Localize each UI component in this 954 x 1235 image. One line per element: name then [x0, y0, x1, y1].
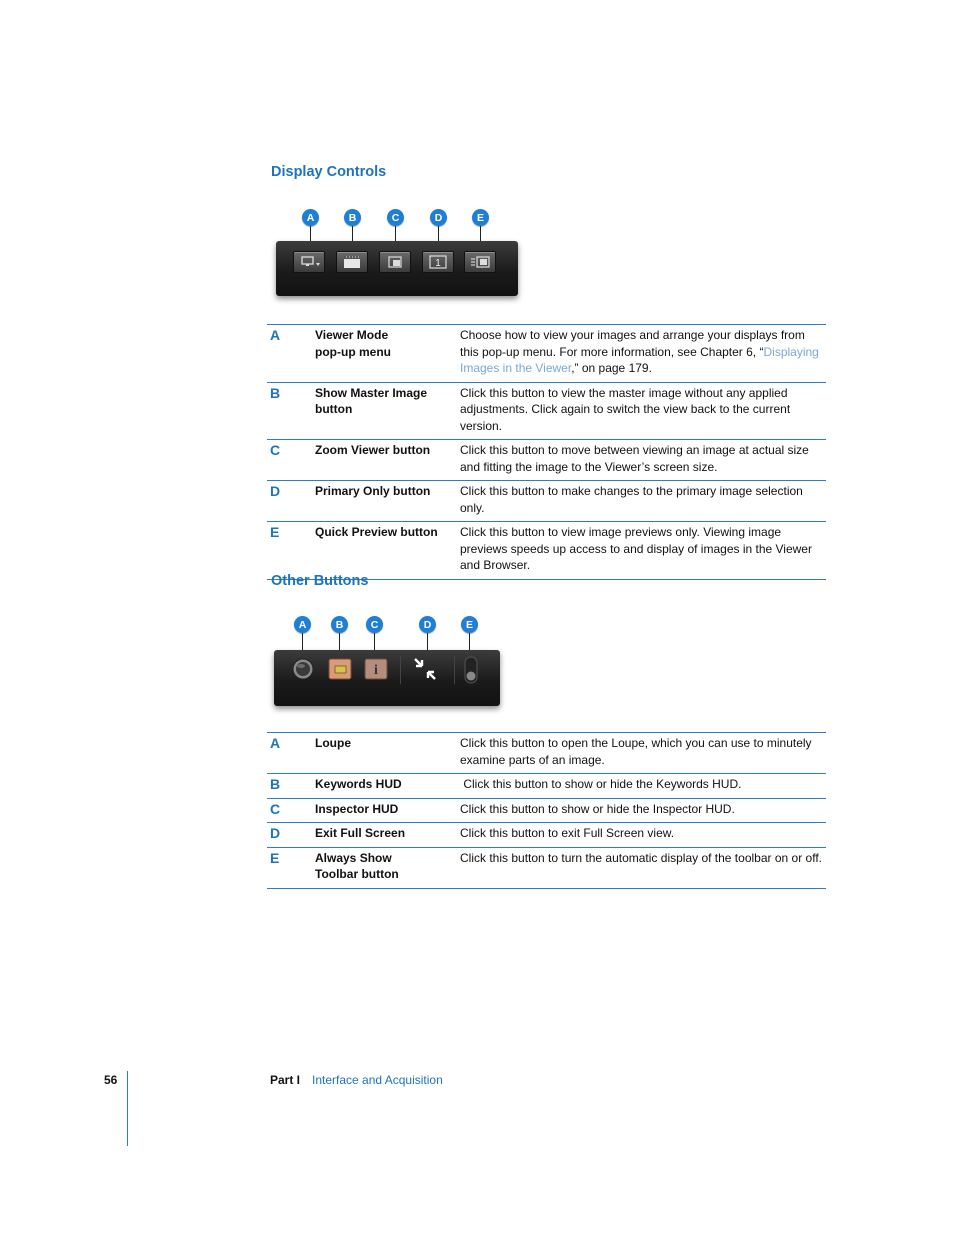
- quick-preview-icon: [465, 252, 495, 272]
- table-row: [267, 522, 826, 580]
- separator: [400, 656, 401, 684]
- inspector-hud-icon: [364, 658, 388, 680]
- footer-chapter-link[interactable]: Interface and Acquisition: [312, 1073, 443, 1087]
- description-text: Choose how to view your images and arrange your displays from this pop-up menu. For more information, see Chapter 6, “: [460, 328, 805, 359]
- zoom-viewer-button[interactable]: [379, 251, 411, 273]
- callout-c: C: [366, 616, 383, 633]
- callout-d: D: [419, 616, 436, 633]
- keywords-hud-icon: [328, 658, 352, 680]
- description-text: ,” on page 179.: [571, 361, 652, 375]
- callout-e: E: [461, 616, 478, 633]
- table-row: [267, 823, 826, 848]
- row-key: C: [270, 442, 281, 458]
- show-master-image-icon: [337, 252, 367, 272]
- display-controls-figure: [268, 205, 528, 305]
- row-description: Click this button to show or hide the Inspector HUD.: [460, 801, 735, 816]
- table-row: [267, 847, 826, 888]
- row-name: Zoom Viewer button: [315, 443, 431, 457]
- primary-only-glyph: 1: [435, 258, 441, 269]
- page-number: 56: [104, 1073, 118, 1087]
- row-key: C: [270, 800, 281, 817]
- row-key: A: [270, 327, 281, 343]
- row-name: Always Show Toolbar button: [315, 850, 399, 881]
- footer-divider: [127, 1071, 128, 1146]
- table-row: [267, 325, 826, 383]
- display-controls-table: [267, 324, 826, 580]
- primary-only-icon: [423, 252, 453, 272]
- row-key: E: [270, 524, 280, 540]
- row-name: Keywords HUD: [315, 777, 402, 791]
- other-buttons-title: Other Buttons: [271, 573, 369, 589]
- table-row: [267, 382, 826, 440]
- row-name: Exit Full Screen: [315, 826, 406, 840]
- row-key: E: [270, 849, 280, 866]
- always-show-toolbar-button[interactable]: [464, 656, 478, 684]
- row-name: Loupe: [315, 736, 351, 750]
- inspector-hud-button[interactable]: [364, 658, 388, 680]
- row-description: Click this button to move between viewing an image at actual size and fitting the image to the Viewer’s screen size.: [460, 443, 809, 474]
- display-controls-toolbar: [276, 241, 518, 296]
- footer-part: Part I: [270, 1073, 301, 1087]
- callout-e: E: [472, 209, 489, 226]
- table-row: [267, 774, 826, 799]
- row-description: Click this button to turn the automatic display of the toolbar on or off.: [460, 850, 822, 865]
- callout-b: B: [331, 616, 348, 633]
- quick-preview-button[interactable]: [464, 251, 496, 273]
- separator: [454, 656, 455, 684]
- row-description: Click this button to view image previews only. Viewing image previews speeds up access to and display of images in the Viewer and Browser.: [460, 525, 812, 572]
- row-key: B: [270, 384, 281, 401]
- row-description: Click this button to exit Full Screen view.: [460, 826, 675, 840]
- table-row: [267, 440, 826, 481]
- row-description: Click this button to view the master image without any applied adjustments. Click again to switch the view back to the current version.: [460, 385, 791, 433]
- other-buttons-figure: [268, 613, 508, 713]
- row-key: B: [270, 776, 281, 792]
- callout-d: D: [430, 209, 447, 226]
- cross-reference-link[interactable]: Displaying Images in the Viewer: [460, 344, 819, 375]
- loupe-button[interactable]: [292, 658, 314, 680]
- always-show-toolbar-icon: [464, 656, 478, 684]
- row-key: D: [270, 483, 281, 499]
- loupe-icon: [292, 658, 314, 680]
- viewer-mode-icon: [294, 252, 324, 272]
- other-buttons-table: [267, 732, 826, 889]
- primary-only-button[interactable]: [422, 251, 454, 273]
- row-description: Click this button to make changes to the primary image selection only.: [460, 484, 803, 515]
- row-name: Inspector HUD: [315, 801, 399, 816]
- row-key: D: [270, 825, 281, 841]
- callout-c: C: [387, 209, 404, 226]
- row-name: Show Master Image button: [315, 385, 428, 416]
- row-name: Viewer Mode pop-up menu: [315, 328, 391, 359]
- row-description: [460, 325, 826, 383]
- display-controls-title: Display Controls: [271, 164, 387, 180]
- table-row: [267, 481, 826, 522]
- callout-a: A: [302, 209, 319, 226]
- row-name: Quick Preview button: [315, 525, 438, 539]
- callout-b: B: [344, 209, 361, 226]
- exit-full-screen-icon: [412, 656, 438, 682]
- exit-full-screen-button[interactable]: [412, 656, 438, 682]
- row-description: Click this button to open the Loupe, which you can use to minutely examine parts of an image.: [460, 736, 812, 767]
- row-name: Primary Only button: [315, 484, 431, 498]
- row-key: A: [270, 735, 281, 751]
- table-row: [267, 798, 826, 823]
- zoom-viewer-icon: [380, 252, 410, 272]
- keywords-hud-button[interactable]: [328, 658, 352, 680]
- callout-a: A: [294, 616, 311, 633]
- viewer-mode-button[interactable]: [293, 251, 325, 273]
- other-buttons-toolbar: [274, 650, 500, 706]
- row-description: Click this button to show or hide the Keywords HUD.: [460, 777, 742, 791]
- show-master-image-button[interactable]: [336, 251, 368, 273]
- inspector-glyph: i: [374, 663, 378, 678]
- table-row: [267, 733, 826, 774]
